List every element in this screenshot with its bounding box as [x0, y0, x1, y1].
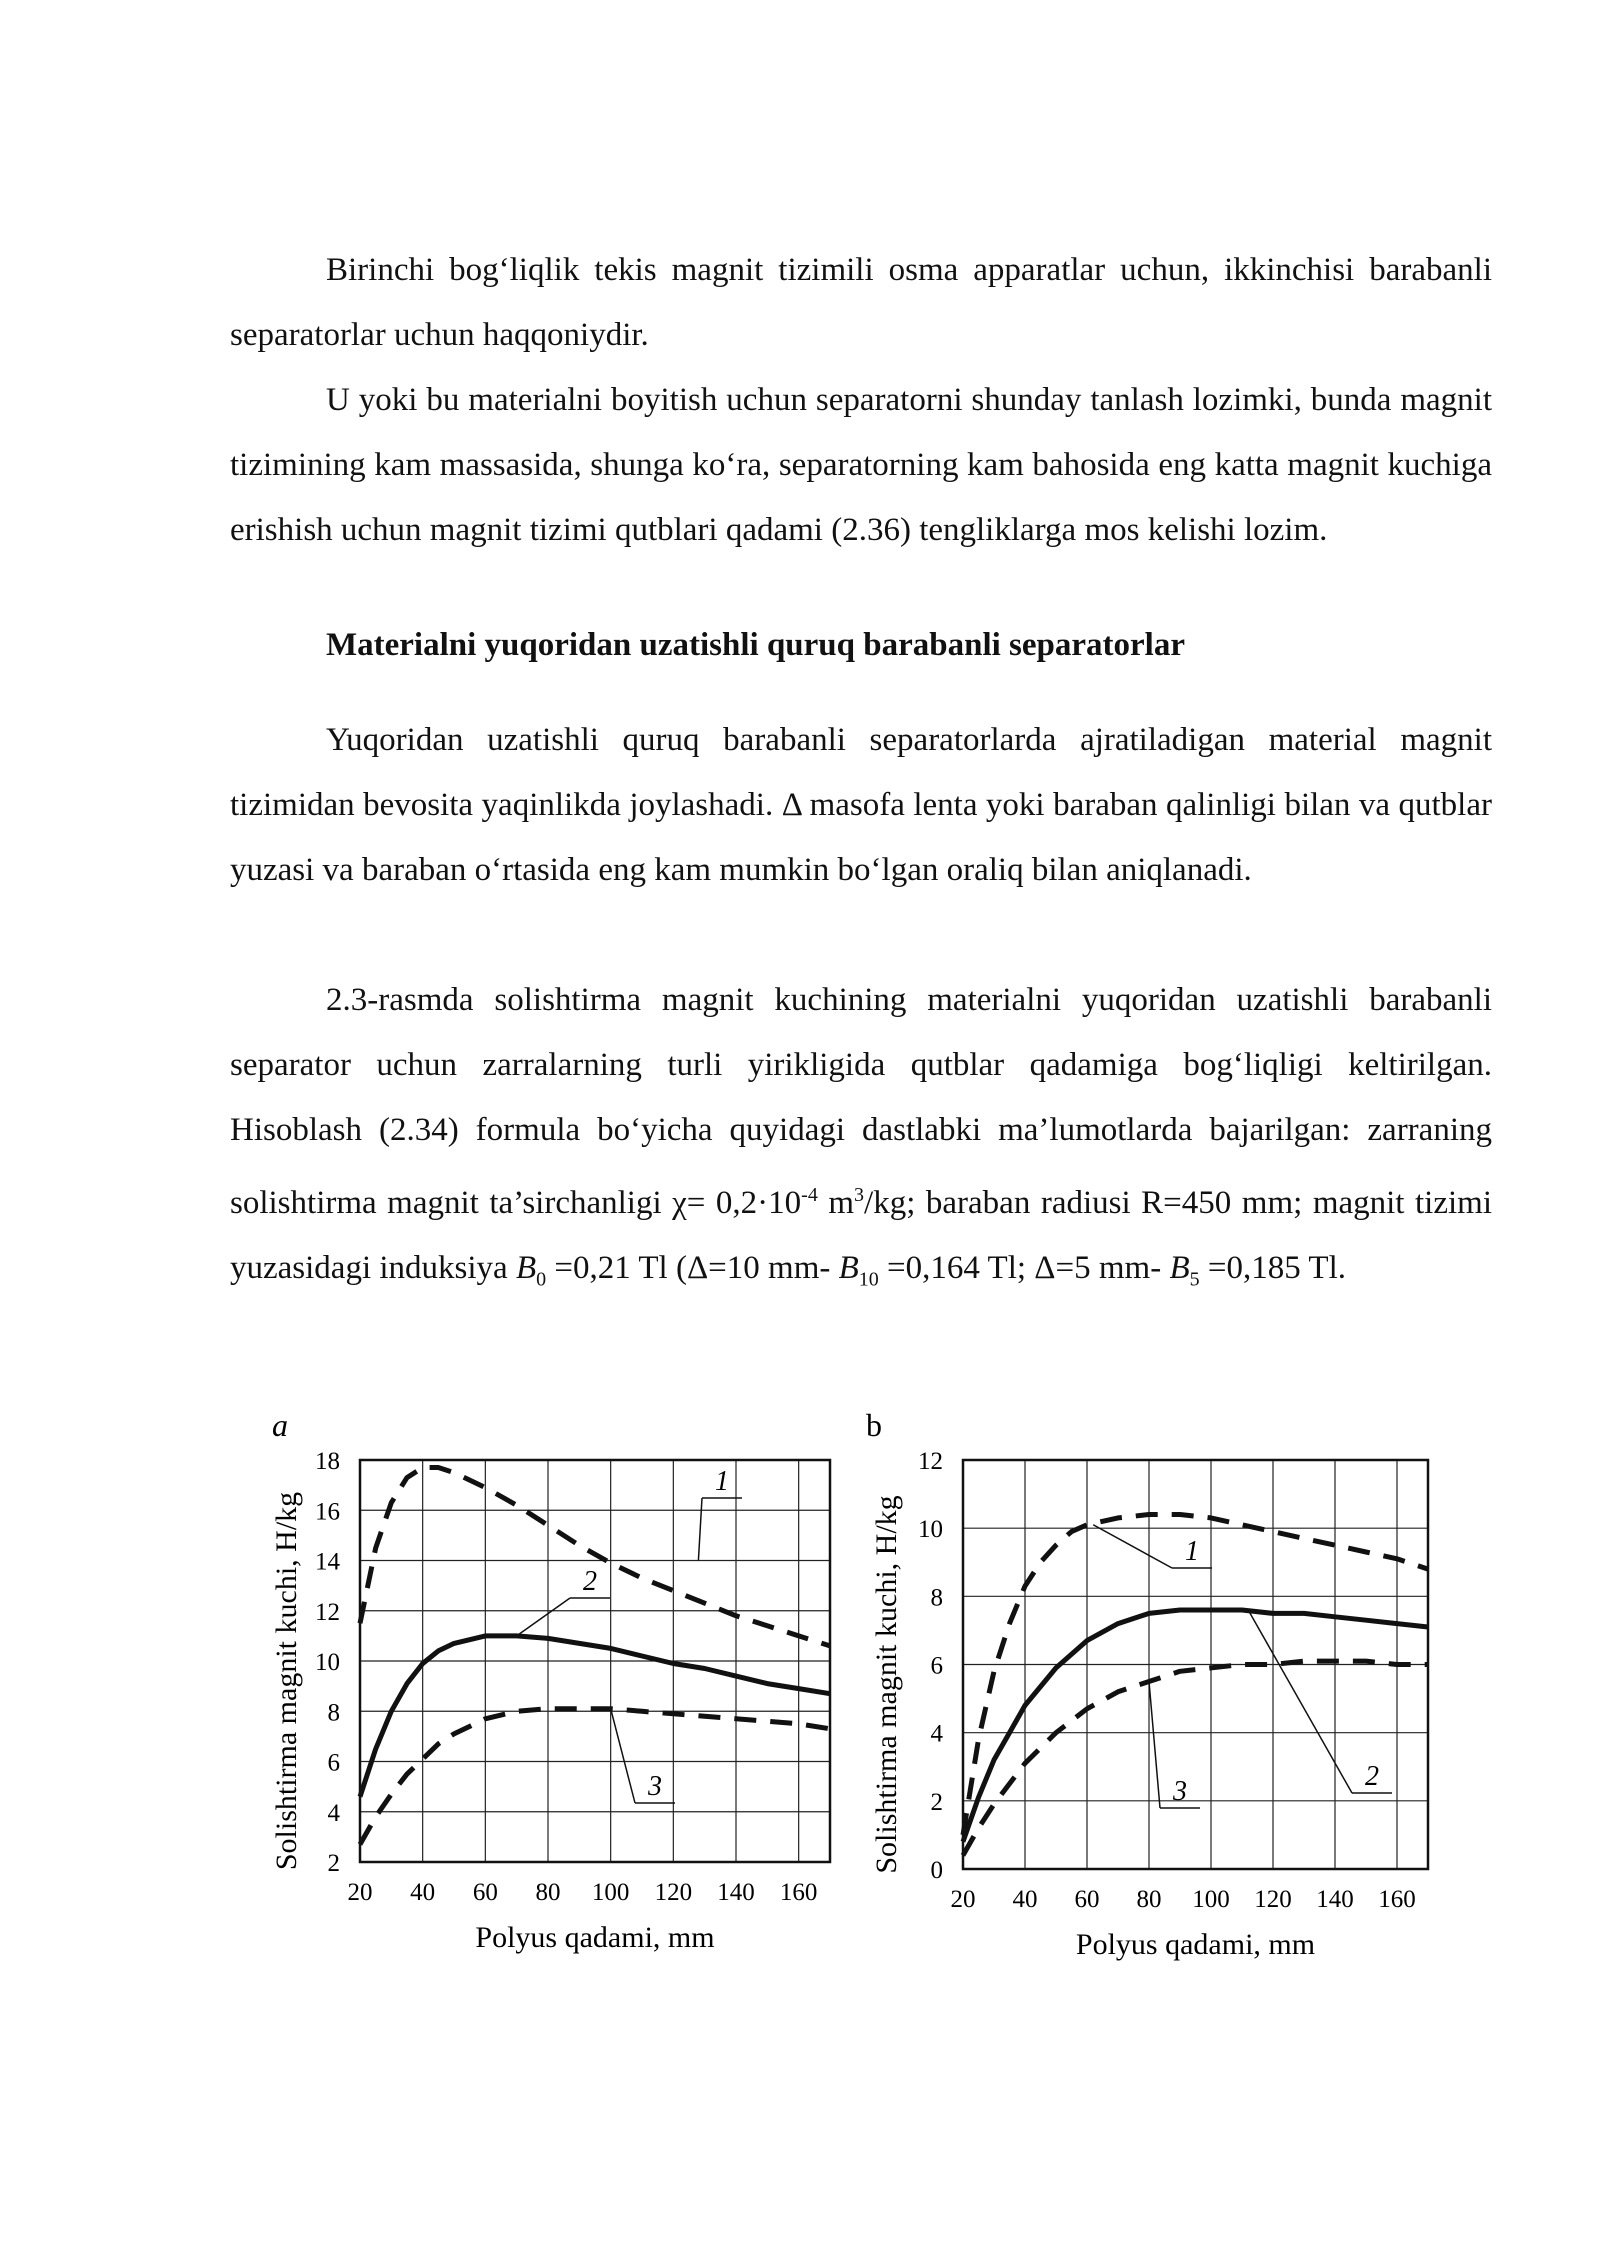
- panel-b-x-tick-label: 20: [950, 1886, 976, 1913]
- panel-b-series-3-leader-line: [1149, 1682, 1160, 1808]
- paragraph-4: 2.3-rasmda solishtirma magnit kuchining materialni yuqoridan uzatishli barabanli separator uchun zarralarning turli yirikligida qutblar qadamiga bog‘liqligi keltirilgan. Hisoblash (2.34) formula bo‘yicha quyidagi dastlabki ma’lumotlarda bajarilgan: zarraning solishtirma magnit ta’sirchanligi $\chi= 0,2\cdot 10^{-4}$ $m^3/kg$; baraban radiusi R=450 mm; magnit tizimi yuzasidagi induksiya $B_0 =0,21$ Tl (Δ=10 mm- $B_{10} =0,164$ Tl; Δ=5 mm- $B_5 =0,185$ Tl.: [230, 982, 1492, 1291]
- panel-a-y-tick-label: 16: [315, 1498, 340, 1526]
- panel-b-x-tick-label: 40: [1012, 1886, 1038, 1913]
- panel-a-y-tick-label: 10: [315, 1649, 340, 1676]
- panel-a-series-1-line: [360, 1468, 830, 1646]
- panel-a-x-tick-label: 20: [347, 1879, 373, 1906]
- panel-a-panel-label: a: [272, 1407, 288, 1443]
- panel-a-series-3-leader-line: [611, 1709, 635, 1803]
- figure-2-3: [0, 1400, 1600, 2000]
- panel-a-y-tick-label: 6: [327, 1749, 340, 1777]
- panel-b-y-tick-label: 8: [930, 1584, 943, 1612]
- panel-a-x-tick-label: 160: [779, 1879, 818, 1906]
- panel-a-x-axis-label: Polyus qadami, mm: [475, 1921, 715, 1954]
- panel-b-y-tick-label: 6: [930, 1652, 943, 1680]
- panel-a-series-1-leader-line: [698, 1498, 702, 1561]
- panel-b-x-tick-label: 140: [1316, 1886, 1354, 1913]
- panel-a-series-3-line: [360, 1709, 830, 1845]
- panel-b-series-2-line: [963, 1610, 1428, 1842]
- panel-a-series-3-label: 3: [648, 1771, 662, 1802]
- figure-svg: [0, 1400, 1600, 2000]
- panel-b-y-tick-label: 0: [930, 1857, 943, 1884]
- panel-a-series-2-label: 2: [583, 1566, 597, 1597]
- panel-b-x-tick-label: 100: [1192, 1886, 1230, 1913]
- panel-b-x-tick-label: 80: [1136, 1886, 1162, 1913]
- panel-a-y-tick-label: 12: [315, 1598, 340, 1626]
- panel-a-y-tick-label: 14: [315, 1548, 340, 1576]
- section-heading: Materialni yuqoridan uzatishli quruq barabanli separatorlar: [326, 627, 1185, 663]
- panel-b-series-3-label: 3: [1173, 1776, 1187, 1807]
- panel-a-x-tick-label: 40: [410, 1879, 436, 1906]
- panel-b-panel-label: b: [866, 1407, 882, 1443]
- panel-a-y-tick-label: 2: [327, 1850, 340, 1877]
- panel-a-y-tick-label: 4: [327, 1799, 340, 1827]
- panel-b-x-tick-label: 60: [1074, 1886, 1100, 1913]
- paragraph-1: Birinchi bog‘liqlik tekis magnit tizimili osma apparatlar uchun, ikkinchisi barabanli separatorlar uchun haqqoniydir.: [230, 252, 1492, 353]
- panel-a-series-2-line: [360, 1636, 830, 1797]
- panel-b-series-2-label: 2: [1365, 1761, 1379, 1792]
- panel-b-series-1-label: 1: [1185, 1536, 1199, 1567]
- panel-a-y-axis-label: Solishtirma magnit kuchi, H/kg: [270, 1491, 303, 1871]
- panel-b-series-2-leader-line: [1248, 1610, 1352, 1793]
- panel-a-series-2-leader-line: [517, 1598, 570, 1636]
- paragraph-3: Yuqoridan uzatishli quruq barabanli separatorlarda ajratiladigan material magnit tizimidan bevosita yaqinlikda joylashadi. Δ masofa lenta yoki baraban qalinligi bilan va qutblar yuzasi va baraban o‘rtasida eng kam mumkin bo‘lgan oraliq bilan aniqlanadi.: [230, 722, 1492, 888]
- panel-a-x-tick-label: 60: [472, 1879, 498, 1906]
- panel-a-x-tick-label: 140: [717, 1879, 755, 1906]
- panel-b-x-tick-label: 120: [1254, 1886, 1292, 1913]
- panel-b-x-tick-label: 160: [1378, 1886, 1416, 1913]
- panel-a-y-tick-label: 8: [327, 1699, 340, 1727]
- panel-b-y-axis-label: Solishtirma magnit kuchi, H/kg: [870, 1495, 903, 1874]
- panel-b-x-axis-label: Polyus qadami, mm: [1075, 1928, 1316, 1961]
- panel-a-x-tick-label: 100: [591, 1879, 630, 1906]
- panel-b-series-3-line: [963, 1661, 1428, 1855]
- panel-b-y-tick-label: 2: [930, 1788, 943, 1816]
- panel-b-y-tick-label: 10: [918, 1516, 943, 1544]
- panel-b-y-tick-label: 12: [918, 1448, 943, 1475]
- paragraph-2: U yoki bu materialni boyitish uchun separatorni shunday tanlash lozimki, bunda magnit tizimining kam massasida, shunga ko‘ra, separatorning kam bahosida eng katta magnit kuchiga erishish uchun magnit tizimi qutblari qadami (2.36) tengliklarga mos kelishi lozim.: [230, 382, 1492, 548]
- panel-a-series-1-label: 1: [715, 1466, 729, 1497]
- panel-b-y-tick-label: 4: [930, 1720, 943, 1748]
- panel-b-series-1-leader-line: [1093, 1525, 1172, 1568]
- panel-a-x-tick-label: 120: [654, 1879, 693, 1906]
- panel-a-x-tick-label: 80: [535, 1879, 561, 1906]
- panel-a-y-tick-label: 18: [315, 1448, 340, 1475]
